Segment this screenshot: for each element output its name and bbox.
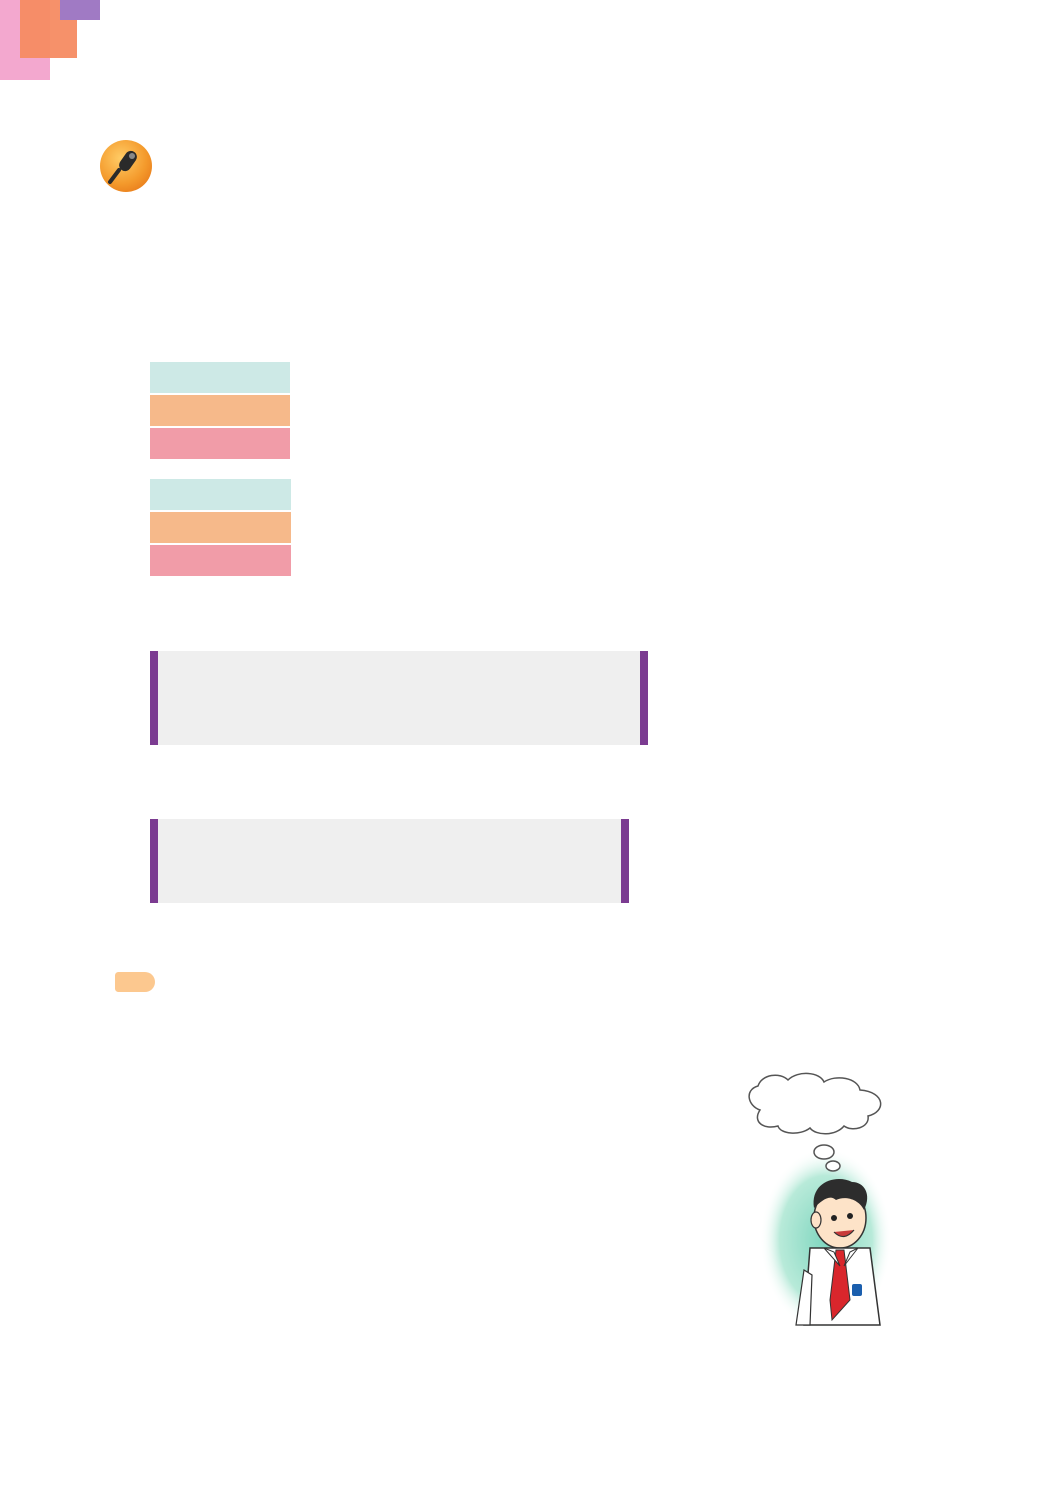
row-label-weak xyxy=(150,428,290,459)
example-box-weak xyxy=(150,651,648,745)
weak-form-row xyxy=(150,428,947,459)
row-label-strong xyxy=(150,395,290,426)
row-label-strong xyxy=(150,512,291,543)
microphone-icon xyxy=(100,140,152,192)
strong-form-row xyxy=(150,395,947,426)
table-header-row xyxy=(150,362,947,393)
weak-form-row xyxy=(150,545,947,576)
example-box-strong xyxy=(150,819,629,903)
thinking-boy-illustration xyxy=(740,1070,900,1345)
instruction-marker xyxy=(115,972,155,992)
strong-form-row xyxy=(150,512,947,543)
forms-table-1 xyxy=(148,360,949,461)
row-label-weak xyxy=(150,545,291,576)
corner-decoration-purple xyxy=(60,0,100,20)
table-header-row xyxy=(150,479,947,510)
forms-table-2 xyxy=(148,477,949,578)
